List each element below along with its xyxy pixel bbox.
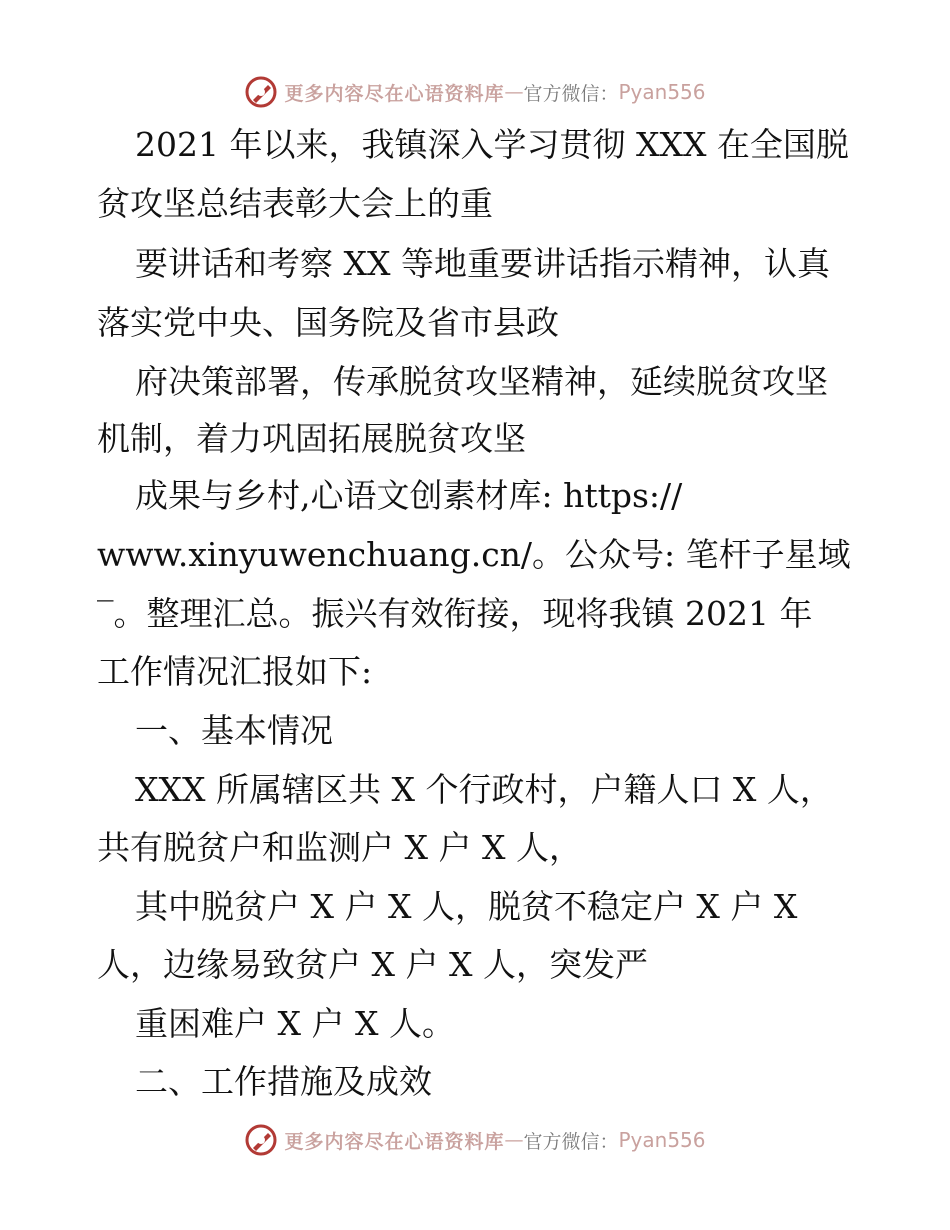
- banner-label: 官方微信：: [523, 1130, 619, 1153]
- banner-separator: —: [504, 1129, 524, 1151]
- text-line: 成果与乡村,心语文创素材库: https://: [135, 476, 683, 515]
- text-line: 人，边缘易致贫户 X 户 X 人，突发严: [97, 945, 648, 984]
- text-line: 其中脱贫户 X 户 X 人，脱贫不稳定户 X 户 X: [135, 887, 798, 926]
- banner-wechat-id: Pyan556: [618, 1128, 706, 1152]
- section-heading: 二、工作措施及成效: [135, 1062, 432, 1101]
- link-line: www.xinyuwenchuang.cn/。公众号: 笔杆子星域: [97, 535, 851, 574]
- section-heading: 一、基本情况: [135, 711, 333, 750]
- header-banner: [0, 70, 950, 114]
- banner-brand: 更多内容尽在心语资料库: [284, 82, 505, 105]
- text-line: 共有脱贫户和监测户 X 户 X 人，: [97, 828, 582, 867]
- banner-label: 官方微信：: [523, 82, 619, 105]
- text-line: 工作情况汇报如下:: [97, 652, 373, 691]
- text-line: 重困难户 X 户 X 人。: [135, 1004, 455, 1043]
- text-line: 府决策部署，传承脱贫攻坚精神，延续脱贫攻坚: [135, 362, 828, 401]
- pen-logo-icon: [244, 75, 278, 109]
- text-line: 要讲话和考察 XX 等地重要讲话指示精神，认真: [135, 244, 830, 283]
- text-line: 机制，着力巩固拓展脱贫攻坚: [97, 419, 526, 458]
- banner-brand: 更多内容尽在心语资料库: [284, 1130, 505, 1153]
- text-line: 贫攻坚总结表彰大会上的重: [97, 184, 493, 223]
- banner-separator: —: [504, 81, 524, 103]
- text-line: 2021 年以来，我镇深入学习贯彻 XXX 在全国脱: [135, 125, 849, 164]
- footer-banner: [0, 1118, 950, 1162]
- text-line: ‾。整理汇总。振兴有效衔接，现将我镇 2021 年: [97, 594, 813, 633]
- text-line: XXX 所属辖区共 X 个行政村，户籍人口 X 人，: [135, 770, 833, 809]
- banner-wechat-id: Pyan556: [618, 80, 706, 104]
- text-line: 落实党中央、国务院及省市县政: [97, 303, 559, 342]
- pen-logo-icon: [244, 1123, 278, 1157]
